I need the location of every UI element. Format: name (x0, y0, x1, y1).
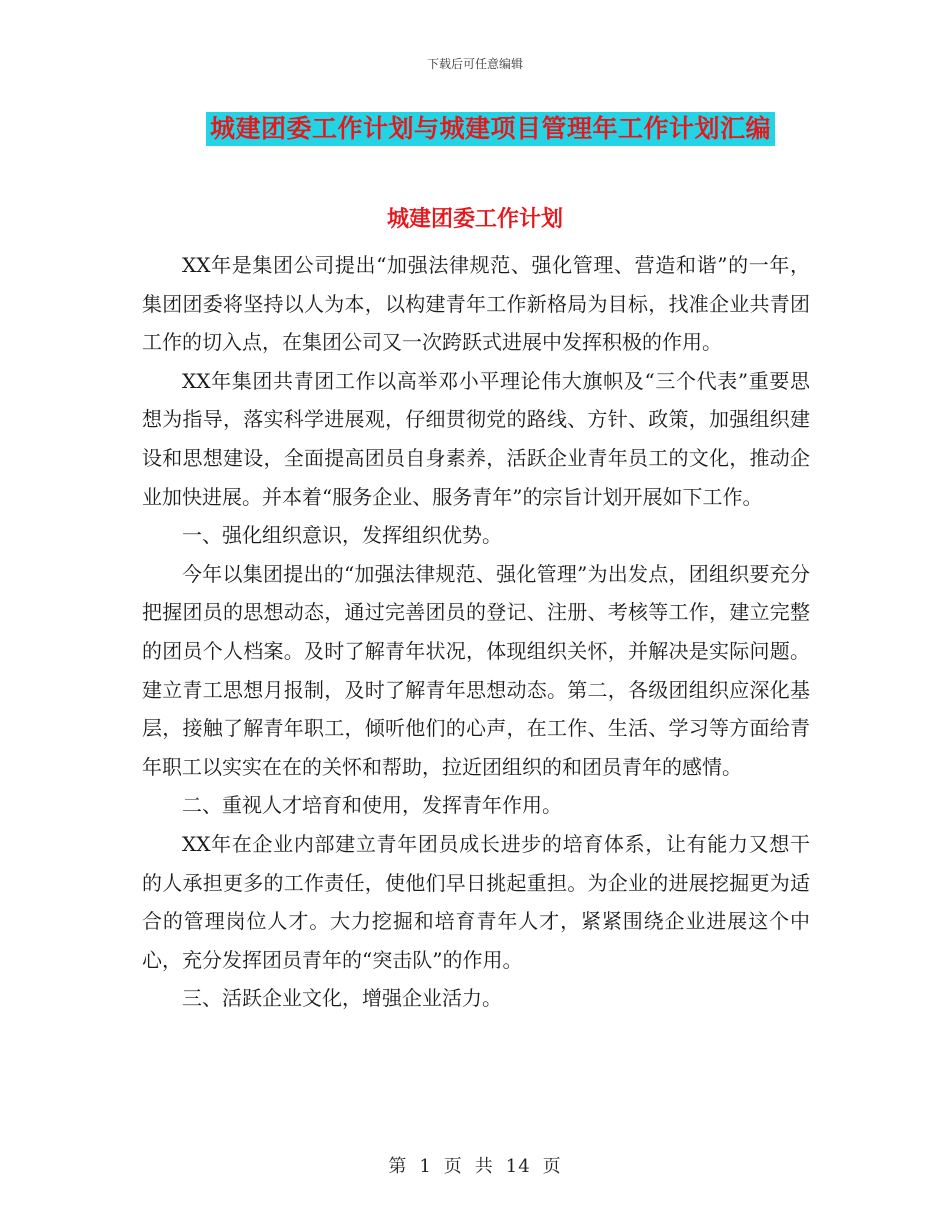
document-title: 城建团委工作计划与城建项目管理年工作计划汇编 (206, 112, 775, 146)
footer-total-unit: 页 (542, 1156, 562, 1177)
header-note: 下载后可任意编辑 (426, 57, 523, 71)
footer-total-label: 共 (474, 1156, 494, 1177)
document-title-block (206, 112, 775, 146)
footer-page-unit: 页 (443, 1156, 463, 1177)
body-text (142, 246, 810, 1018)
section-title: 城建团委工作计划 (386, 207, 563, 232)
footer-page-number: 1 (419, 1156, 432, 1177)
section-heading: 三、活跃企业文化，增强企业活力。 (182, 986, 502, 1011)
paragraph: XX年集团共青团工作以高举邓小平理论伟大旗帜及“三个代表”重要思想为指导，落实科学进展观，仔细贯彻党的路线、方针、政策，加强组织建设和思想建设，全面提高团员自身素养，活跃企业青年员工的文化，推动企业加快进展。并本着“服务企业、服务青年”的宗旨计划开展如下工作。 (142, 368, 810, 509)
paragraph: 今年以集团提出的“加强法律规范、强化管理”为出发点，团组织要充分把握团员的思想动态，通过完善团员的登记、注册、考核等工作，建立完整的团员个人档案。及时了解青年状况，体现组织关怀，并解决是实际问题。建立青工思想月报制，及时了解青年思想动态。第二，各级团组织应深化基层，接触了解青年职工，倾听他们的心声，在工作、生活、学习等方面给青年职工以实实在在的关怀和帮助，拉近团组织的和团员青年的感情。 (142, 561, 810, 779)
paragraph: XX年是集团公司提出“加强法律规范、强化管理、营造和谐”的一年，集团团委将坚持以人为本，以构建青年工作新格局为目标，找准企业共青团工作的切入点，在集团公司又一次跨跃式进展中发挥积极的作用。 (142, 253, 810, 355)
paragraph: XX年在企业内部建立青年团员成长进步的培育体系，让有能力又想干的人承担更多的工作责任，使他们早日挑起重担。为企业的进展挖掘更为适合的管理岗位人才。大力挖掘和培育青年人才，紧紧围绕企业进展这个中心，充分发挥团员青年的“突击队”的作用。 (142, 831, 810, 972)
section-heading: 二、重视人才培育和使用，发挥青年作用。 (182, 793, 562, 818)
footer-page-label: 第 (388, 1156, 408, 1177)
footer-total-pages: 14 (505, 1156, 531, 1177)
page-footer (0, 1152, 950, 1178)
section-heading: 一、强化组织意识，发挥组织优势。 (182, 523, 502, 548)
